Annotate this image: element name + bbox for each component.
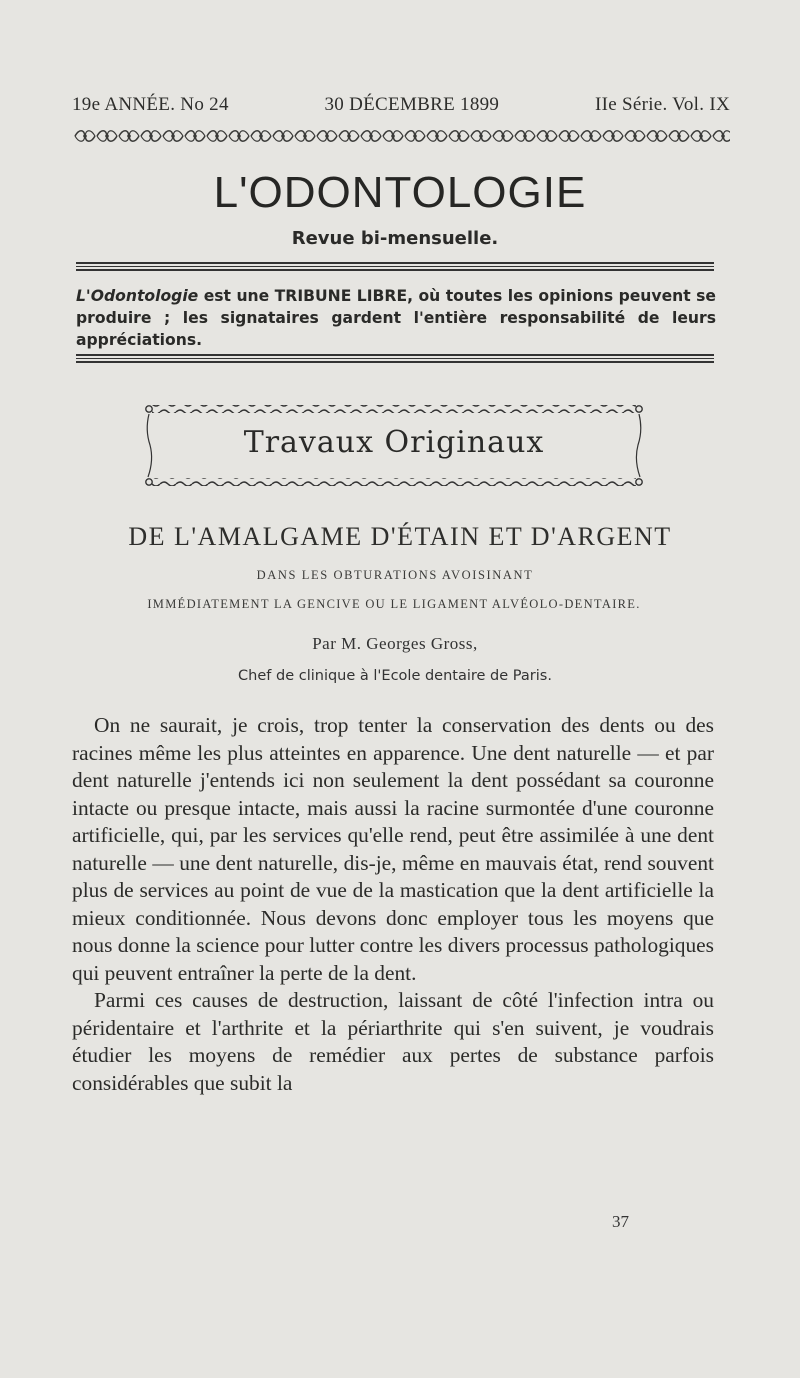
notice-text: est une TRIBUNE LIBRE, où toutes les opinions peuvent se produire ; les signataires gardent l'entière responsabilité de leurs appréciations. xyxy=(76,287,716,349)
article-title: DE L'AMALGAME D'ÉTAIN ET D'ARGENT xyxy=(128,522,672,551)
editorial-notice xyxy=(76,285,716,351)
notice-journal-name: L'Odontologie xyxy=(76,287,199,305)
article-deck-line2: IMMÉDIATEMENT LA GENCIVE OU LE LIGAMENT ALVÉOLO-DENTAIRE. xyxy=(147,597,641,611)
series-volume: IIe Série. Vol. IX xyxy=(594,94,730,115)
issue-date: 30 DÉCEMBRE 1899 xyxy=(324,94,500,115)
masthead-subtitle: Revue bi-mensuelle. xyxy=(291,228,499,249)
body-paragraph: Parmi ces causes de destruction, laissant de côté l'infection intra ou péridentaire et l'arthrite et la périarthrite qui s'en suivent, je voudrais étudier les moyens de remédier aux pertes de substance parfois considérables que subit la xyxy=(72,988,714,1095)
double-rule-bottom xyxy=(76,354,714,363)
article-deck-line1: DANS LES OBTURATIONS AVOISINANT xyxy=(256,568,534,582)
issue-number: 19e ANNÉE. No 24 xyxy=(72,94,229,115)
article-body xyxy=(72,712,714,1097)
section-title: Travaux Originaux xyxy=(243,425,545,460)
author-affiliation: Chef de clinique à l'Ecole dentaire de Paris. xyxy=(238,668,552,684)
double-rule-top xyxy=(76,262,714,271)
body-paragraph: On ne saurait, je crois, trop tenter la conservation des dents ou des racines même les plus atteintes en apparence. Une dent naturelle — et par dent naturelle j'entends ici non seulement la dent possédant sa couronne intacte ou presque intacte, mais aussi la racine surmontée d'une couronne artificielle, qui, par les services qu'elle rend, peut être assimilée à une dent naturelle — une dent naturelle, dis-je, même en mauvais état, rend souvent plus de services au point de vue de la mastication que la dent artificielle la mieux conditionnée. Nous devons donc employer tous les moyens que nous donne la science pour lutter contre les divers processus pathologiques qui peuvent entraîner la perte de la dent. xyxy=(72,713,714,985)
running-head xyxy=(72,94,730,116)
page-number: 37 xyxy=(612,1212,629,1231)
ornament-band xyxy=(74,128,730,144)
article-byline: Par M. Georges Gross, xyxy=(312,634,478,653)
masthead-title: L'ODONTOLOGIE xyxy=(213,168,587,217)
